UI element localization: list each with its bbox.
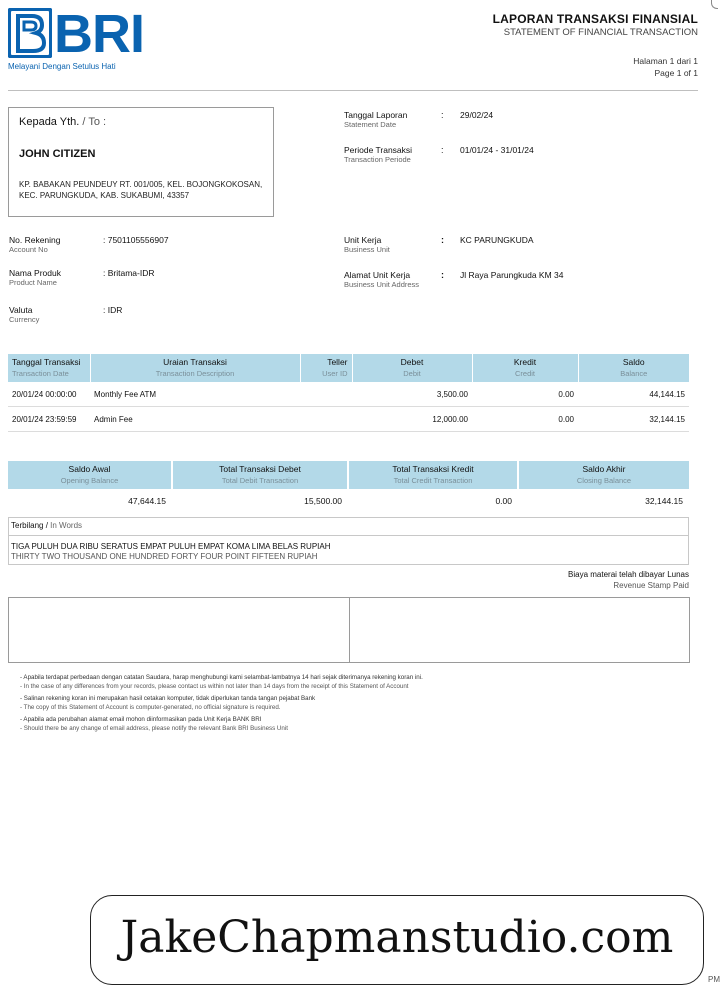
row-description: Monthly Fee ATM xyxy=(90,382,300,407)
summary-header-credit-en: Total Credit Transaction xyxy=(393,476,473,485)
col-header-credit-id: Kredit xyxy=(513,357,537,367)
row-teller xyxy=(300,382,352,407)
statement-date-label-id: Tanggal Laporan xyxy=(344,110,408,120)
closing-balance-value: 32,144.15 xyxy=(645,496,683,506)
bri-logo-icon xyxy=(8,8,52,58)
col-header-description-id: Uraian Transaksi xyxy=(163,357,227,367)
row-balance: 32,144.15 xyxy=(578,407,689,432)
revenue-stamp-note xyxy=(568,570,689,591)
col-header-teller xyxy=(300,354,352,382)
statement-date-label xyxy=(344,110,407,130)
in-words-label xyxy=(8,517,689,535)
table-row xyxy=(8,382,689,407)
summary-header-closing-id: Saldo Akhir xyxy=(582,464,626,474)
recipient-label xyxy=(19,116,106,128)
bri-logo xyxy=(8,4,144,78)
period-label-en: Transaction Periode xyxy=(344,155,411,164)
footnote-id: - Apabila terdapat perbedaan dengan catatan Saudara, harap menghubungi kami selambat-lambatnya 14 hari sejak diterimanya rekening koran ini. xyxy=(20,674,423,681)
row-credit: 0.00 xyxy=(472,407,578,432)
col-header-debit xyxy=(352,354,472,382)
col-header-date-id: Tanggal Transaksi xyxy=(12,357,81,367)
brand-tagline: Melayani Dengan Setulus Hati xyxy=(8,62,116,71)
footnote-en: - Should there be any change of email address, please notify the relevant Bank BRI Business Unit xyxy=(20,724,288,732)
brand-name: BRI xyxy=(54,4,144,64)
period-label-id: Periode Transaksi xyxy=(344,145,413,155)
currency-value: : IDR xyxy=(103,305,123,315)
row-description: Admin Fee xyxy=(90,407,300,432)
title-en: STATEMENT OF FINANCIAL TRANSACTION xyxy=(503,27,698,38)
currency-label xyxy=(9,305,39,325)
summary-header-debit-en: Total Debit Transaction xyxy=(221,476,299,485)
colon: : xyxy=(441,235,444,245)
corner-text: PM xyxy=(708,975,720,984)
recipient-name: JOHN CITIZEN xyxy=(19,148,96,160)
colon: : xyxy=(441,145,444,155)
col-header-balance-en: Balance xyxy=(620,369,648,378)
opening-balance-value: 47,644.15 xyxy=(128,496,166,506)
summary-header-debit-id: Total Transaksi Debet xyxy=(219,464,301,474)
footnote xyxy=(20,716,680,733)
period-value: 01/01/24 - 31/01/24 xyxy=(460,145,534,155)
summary-values-row xyxy=(8,489,689,513)
summary-header-credit-id: Total Transaksi Kredit xyxy=(392,464,474,474)
summary-header-debit xyxy=(172,461,348,489)
footnote-en: - In the case of any differences from your records, please contact us within not later than 14 days from the receipt of this Statement of Account xyxy=(20,682,409,690)
transactions-table xyxy=(8,354,689,432)
footnote xyxy=(20,695,680,712)
recipient-label-en: / To : xyxy=(82,116,107,128)
business-unit-label-en: Business Unit xyxy=(344,245,390,254)
in-words-text-id: TIGA PULUH DUA RIBU SERATUS EMPAT PULUH EMPAT KOMA LIMA BELAS RUPIAH xyxy=(11,542,331,551)
footnote-id: - Apabila ada perubahan alamat email mohon diinformasikan pada Unit Kerja BANK BRI xyxy=(20,716,262,723)
summary-header-opening xyxy=(8,461,172,489)
page-id: Halaman 1 dari 1 xyxy=(633,56,698,66)
summary-header-row xyxy=(8,461,689,489)
total-credit-value: 0.00 xyxy=(495,496,512,506)
footnotes xyxy=(20,674,680,737)
recipient-address: KP. BABAKAN PEUNDEUY RT. 001/005, KEL. BOJONGKOKOSAN, KEC. PARUNGKUDA, KAB. SUKABUMI, 43357 xyxy=(19,180,263,200)
business-unit-value: KC PARUNGKUDA xyxy=(460,235,534,245)
col-header-teller-id: Teller xyxy=(327,357,348,367)
col-header-description-en: Transaction Description xyxy=(155,369,235,378)
product-label xyxy=(9,268,61,288)
row-teller xyxy=(300,407,352,432)
summary-header-opening-id: Saldo Awal xyxy=(68,464,111,474)
business-unit-address-label-id: Alamat Unit Kerja xyxy=(344,270,411,280)
account-no-label xyxy=(9,235,61,255)
colon: : xyxy=(441,110,444,120)
col-header-date xyxy=(8,354,90,382)
colon: : xyxy=(441,270,444,280)
page-en: Page 1 of 1 xyxy=(654,68,698,78)
col-header-teller-en: User ID xyxy=(322,369,348,378)
stamp-note-id: Biaya materai telah dibayar Lunas xyxy=(568,570,689,579)
col-header-description xyxy=(90,354,300,382)
in-words-label-en: In Words xyxy=(50,521,83,530)
in-words-text-en: THIRTY TWO THOUSAND ONE HUNDRED FORTY FOUR POINT FIFTEEN RUPIAH xyxy=(11,552,318,561)
recipient-box xyxy=(8,107,274,217)
product-label-en: Product Name xyxy=(9,278,57,287)
col-header-credit-en: Credit xyxy=(514,369,535,378)
summary-table xyxy=(8,461,689,513)
header-divider xyxy=(8,90,698,91)
table-row xyxy=(8,407,689,432)
row-date: 20/01/24 00:00:00 xyxy=(8,382,90,407)
footnote xyxy=(20,674,680,691)
blank-boxes xyxy=(8,597,690,663)
account-no-label-en: Account No xyxy=(9,245,48,254)
row-balance: 44,144.15 xyxy=(578,382,689,407)
document-title xyxy=(493,12,698,38)
row-debit: 3,500.00 xyxy=(352,382,472,407)
summary-header-closing-en: Closing Balance xyxy=(576,476,632,485)
stamp-note-en: Revenue Stamp Paid xyxy=(613,580,689,590)
business-unit-address-label xyxy=(344,270,419,290)
footnote-id: - Salinan rekening koran ini merupakan hasil cetakan komputer, tidak diperlukan tanda tangan pejabat Bank xyxy=(20,695,316,702)
total-debit-value: 15,500.00 xyxy=(304,496,342,506)
period-label xyxy=(344,145,412,165)
col-header-date-en: Transaction Date xyxy=(12,369,69,378)
account-no-value: : 7501105556907 xyxy=(103,235,169,245)
summary-header-opening-en: Opening Balance xyxy=(60,476,119,485)
statement-date-label-en: Statement Date xyxy=(344,120,397,129)
in-words-box xyxy=(8,535,689,565)
title-id: LAPORAN TRANSAKSI FINANSIAL xyxy=(492,12,698,26)
row-date: 20/01/24 23:59:59 xyxy=(8,407,90,432)
col-header-debit-en: Debit xyxy=(403,369,421,378)
blank-box-divider xyxy=(349,598,350,662)
business-unit-address-value: Jl Raya Parungkuda KM 34 xyxy=(460,270,564,280)
row-credit: 0.00 xyxy=(472,382,578,407)
row-debit: 12,000.00 xyxy=(352,407,472,432)
business-unit-address-label-en: Business Unit Address xyxy=(344,280,420,289)
statement-date-value: 29/02/24 xyxy=(460,110,494,120)
page-info xyxy=(633,55,698,79)
footnote-en: - The copy of this Statement of Account is computer-generated, no official signature is required. xyxy=(20,703,281,711)
corner-mark xyxy=(711,0,718,9)
currency-label-en: Currency xyxy=(9,315,40,324)
col-header-balance xyxy=(578,354,689,382)
currency-label-id: Valuta xyxy=(9,305,33,315)
business-unit-label xyxy=(344,235,390,255)
product-label-id: Nama Produk xyxy=(9,268,61,278)
col-header-debit-id: Debet xyxy=(400,357,424,367)
business-unit-label-id: Unit Kerja xyxy=(344,235,382,245)
summary-header-credit xyxy=(348,461,518,489)
recipient-label-id: Kepada Yth. xyxy=(19,116,80,128)
col-header-balance-id: Saldo xyxy=(622,357,645,367)
col-header-credit xyxy=(472,354,578,382)
product-value: : Britama-IDR xyxy=(103,268,155,278)
watermark: JakeChapmanstudio.com xyxy=(90,895,704,985)
summary-header-closing xyxy=(518,461,689,489)
transactions-header-row xyxy=(8,354,689,382)
account-no-label-id: No. Rekening xyxy=(9,235,61,245)
in-words-label-id: Terbilang / xyxy=(11,521,48,530)
